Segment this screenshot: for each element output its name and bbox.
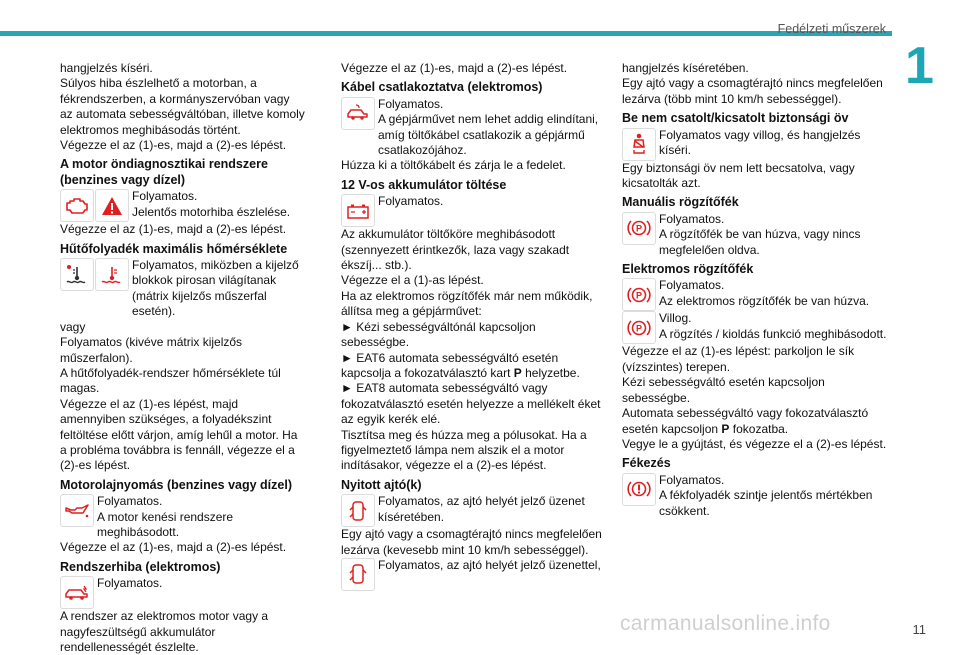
coolant-matrix-icon [60,258,94,291]
chapter-number: 1 [905,37,934,95]
indicator-text: A motor kenési rendszere meghibásodott. [97,509,234,539]
bullet-marker: ► [341,381,353,396]
heading-manual-parking-brake: Manuális rögzítőfék [622,195,739,210]
bullet-marker: ► [341,319,353,334]
heading-system-fault: Rendszerhiba (elektromos) [60,559,221,574]
paragraph: Egy ajtó vagy a csomagtérajtó nincs megfelelően lezárva (több mint 10 km/h sebességgel). [622,76,883,106]
paragraph: Tisztítsa meg és húzza meg a pólusokat. Ha a figyelmeztető lámpa nem alszik el a motor indításakor, végezze el a (2)-es lépést. [341,427,587,473]
indicator-text: Folyamatos. [659,278,725,293]
engine-warning-icon [60,189,94,222]
paragraph: A rendszer az elektromos motor vagy a nagyfeszültségű akkumulátor rendellenességét észlelte. [60,609,269,654]
column-2 [341,61,603,591]
watermark: carmanualsonline.info [620,612,831,635]
paragraph: Automata sebességváltó vagy fokozatválasztó esetén kapcsoljon P fokozatba. [622,406,869,436]
paragraph: Folyamatos (kivéve mátrix kijelzős műszerfalon). [60,335,243,365]
column-1 [60,61,305,655]
indicator-text: Folyamatos, az ajtó helyét jelző üzenettel, [378,557,601,572]
indicator-row [341,558,603,591]
indicator-text: Folyamatos. [97,494,163,509]
paragraph: Végezze el az (1)-es lépést, majd amennyiben szükséges, a folyadékszint feltöltése előtt várjon, amíg lehűl a motor. Ha a probléma továbbra is fennáll, végezze el a (2)-es lépést. [60,396,298,473]
page-number: 11 [912,622,926,637]
indicator-text: A gépjárművet nem lehet addig elindítani, amíg töltőkábel csatlakozik a gépjármű csatlakozójához. [378,112,599,158]
indicator-row [60,494,305,540]
open-door-icon [341,558,375,591]
bullet-item: ► Kézi sebességváltónál kapcsoljon sebességbe. [341,319,536,350]
open-door-icon [341,494,375,527]
car-fault-icon [60,576,94,609]
indicator-text: Folyamatos. [132,189,198,204]
paragraph: Az akkumulátor töltőköre meghibásodott (szennyezett érintkezők, laza vagy szakadt ékszíj... stb.). [341,227,570,273]
indicator-row [622,128,892,161]
indicator-row [622,473,892,519]
svg-text:P: P [635,290,643,301]
indicator-row [622,212,892,258]
heading-12v-battery: 12 V-os akkumulátor töltése [341,177,507,192]
heading-engine-diagnostics: A motor öndiagnosztikai rendszere (benzines vagy dízel) [60,157,268,187]
paragraph: vagy [60,319,86,334]
indicator-row [622,311,892,344]
heading-open-doors: Nyitott ajtó(k) [341,477,422,492]
indicator-row [341,194,603,227]
indicator-text: Folyamatos, miközben a kijelző blokkok pirosan világítanak (mátrix kijelzős műszerfal esetén). [132,258,299,319]
indicator-text: Folyamatos vagy villog, és hangjelzés kíséri. [659,127,861,158]
oil-can-icon [60,494,94,527]
paragraph: hangjelzés kíséretében. [622,61,749,75]
indicator-text: Folyamatos. [659,211,725,226]
heading-electric-parking-brake: Elektromos rögzítőfék [622,262,754,277]
heading-braking: Fékezés [622,456,671,471]
bullet-item: ► EAT6 automata sebességváltó esetén kapcsolja a fokozatválasztó kart P helyzetbe. [341,350,580,380]
indicator-row [60,576,305,609]
paragraph: Végezze el az (1)-es lépést: parkoljon le sík (vízszintes) terepen. [622,344,855,374]
heading-coolant-temperature: Hűtőfolyadék maximális hőmérséklete [60,241,288,256]
gear-p: P [513,365,522,380]
paragraph: Végezze el az (1)-es, majd a (2)-es lépést. [60,540,287,555]
svg-text:P: P [635,223,643,234]
paragraph: Húzza ki a töltőkábelt és zárja le a fedelet. [341,158,566,173]
indicator-row [60,189,305,222]
bullet-marker: ► [341,350,353,365]
paragraph: Végezze el az (1)-es, majd a (2)-es lépést. [60,138,287,153]
charging-cable-icon [341,97,375,130]
indicator-text: Jelentős motorhiba észlelése. [132,204,291,219]
gear-p: P [721,421,730,436]
bullet-item: ► EAT8 automata sebességváltó vagy fokozatválasztó esetén helyezze a mellékelt éket az egyik kerék elé. [341,381,601,427]
section-title: Fedélzeti műszerek [777,22,886,36]
indicator-row [622,278,892,311]
indicator-text: Folyamatos. [97,576,163,591]
heading-seatbelt: Be nem csatolt/kicsatolt biztonsági öv [622,111,849,126]
indicator-text: Az elektromos rögzítőfék be van húzva. [659,293,870,308]
seatbelt-icon [622,128,656,161]
paragraph: Ha az elektromos rögzítőfék már nem működik, állítsa meg a gépjárművet: [341,288,593,319]
battery-icon [341,194,375,227]
svg-text:P: P [635,323,643,334]
red-warning-triangle-icon [95,189,129,222]
paragraph: A hűtőfolyadék-rendszer hőmérséklete túl magas. [60,365,281,396]
paragraph: Végezze el az (1)-es, majd a (2)-es lépést. [60,222,287,237]
paragraph: Egy ajtó vagy a csomagtérajtó nincs megfelelően lezárva (kevesebb mint 10 km/h sebességgel). [341,527,602,557]
paragraph: hangjelzés kíséri. [60,61,153,75]
heading-cable-connected: Kábel csatlakoztatva (elektromos) [341,80,543,95]
paragraph: Súlyos hiba észlelhető a motorban, a fékrendszerben, a kormányszervóban vagy az automata sebességváltóban, illetve komoly elektromos meghibásodás történt. [60,76,305,137]
indicator-text: Folyamatos. [378,96,444,111]
indicator-text: Folyamatos. [378,194,444,209]
paragraph: Egy biztonsági öv nem lett becsatolva, vagy kicsatolták azt. [622,160,855,191]
indicator-text: Folyamatos. [659,472,725,487]
brake-fluid-icon [622,473,656,506]
indicator-row [341,494,603,527]
top-accent-bar [0,31,892,36]
paragraph: Kézi sebességváltó esetén kapcsoljon sebességbe. [622,375,825,405]
indicator-text: Folyamatos, az ajtó helyét jelző üzenet kíséretében. [378,494,585,524]
parking-brake-icon [622,212,656,245]
electric-parking-brake-icon [622,311,656,344]
indicator-text: A rögzítőfék be van húzva, vagy nincs megfelelően oldva. [659,227,861,257]
paragraph: Végezze el az (1)-es, majd a (2)-es lépést. [341,61,568,75]
indicator-row [341,97,603,159]
coolant-temperature-icon [95,258,129,291]
column-3 [622,61,892,519]
paragraph: Végezze el a (1)-as lépést. [341,273,484,288]
indicator-row [60,258,305,320]
indicator-text: A fékfolyadék szintje jelentős mértékben csökkent. [659,488,873,518]
heading-oil-pressure: Motorolajnyomás (benzines vagy dízel) [60,477,292,492]
electric-parking-brake-icon [622,278,656,311]
paragraph: Vegye le a gyújtást, és végezze el a (2)-es lépést. [622,436,887,451]
indicator-text: A rögzítés / kioldás funkció meghibásodott. [659,326,887,341]
indicator-text: Villog. [659,311,692,326]
